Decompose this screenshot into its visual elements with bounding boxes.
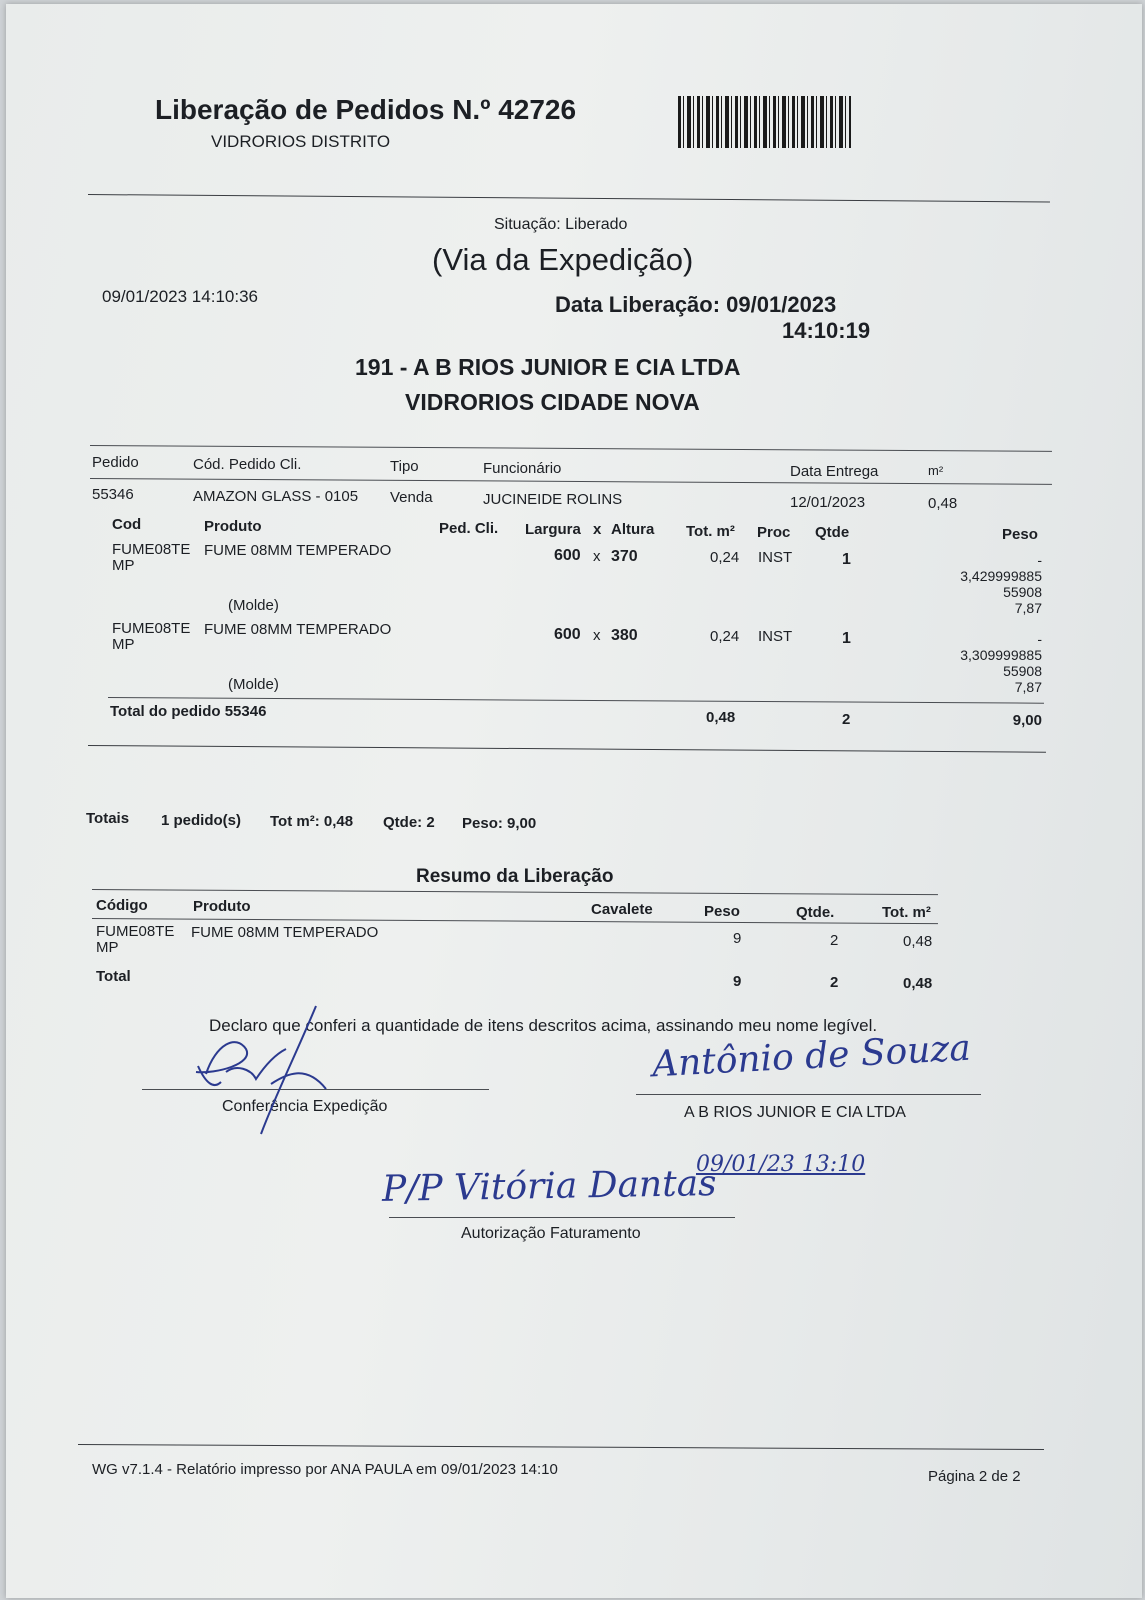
item-2-qtde: 1 bbox=[842, 630, 851, 647]
items-col-ped-cli: Ped. Cli. bbox=[439, 520, 499, 537]
resumo-col-cavalete: Cavalete bbox=[591, 901, 653, 918]
items-col-produto: Produto bbox=[204, 518, 262, 535]
item-2-altura: 380 bbox=[611, 627, 638, 644]
data-liberacao-time: 14:10:19 bbox=[782, 318, 871, 343]
item-2-largura: 600 bbox=[554, 626, 581, 643]
autorizacao-date: 09/01/23 13:10 bbox=[696, 1152, 866, 1177]
item-1-proc: INST bbox=[758, 549, 793, 566]
col-data-entrega: Data Entrega bbox=[790, 463, 879, 480]
item-1-peso: - 3,429999885 55908 7,87 bbox=[960, 552, 1042, 616]
item-2-x: x bbox=[593, 627, 601, 644]
m2-value: 0,48 bbox=[928, 495, 958, 512]
items-col-largura: Largura bbox=[525, 521, 581, 538]
resumo-total-label: Total bbox=[96, 968, 131, 985]
col-cod-pedido-cli: Cód. Pedido Cli. bbox=[193, 456, 302, 473]
item-2-tot-m2: 0,24 bbox=[710, 628, 740, 645]
autorizacao-signature: P/P Vitória Dantas bbox=[381, 1163, 717, 1210]
items-col-x: x bbox=[593, 521, 602, 538]
item-2-proc: INST bbox=[758, 628, 793, 645]
client-name: 191 - A B RIOS JUNIOR E CIA LTDA bbox=[355, 354, 741, 380]
printed-timestamp: 09/01/2023 14:10:36 bbox=[102, 287, 258, 306]
conferencia-label: Conferência Expedição bbox=[222, 1098, 388, 1115]
totais-qtde: Qtde: 2 bbox=[383, 814, 435, 831]
item-1-largura: 600 bbox=[554, 547, 581, 564]
resumo-total-tot-m2: 0,48 bbox=[903, 975, 933, 992]
report-title: Liberação de Pedidos N.º 42726 bbox=[155, 94, 577, 125]
resumo-total-qtde: 2 bbox=[830, 974, 839, 991]
items-col-peso: Peso bbox=[1002, 526, 1038, 543]
situacao-text: Situação: Liberado bbox=[494, 216, 628, 233]
footer-page-number: Página 2 de 2 bbox=[928, 1468, 1021, 1485]
resumo-total-peso: 9 bbox=[733, 973, 742, 990]
autorizacao-line bbox=[389, 1217, 735, 1218]
data-liberacao: Data Liberação: 09/01/2023 bbox=[555, 292, 837, 317]
cliente-signature: Antônio de Souza bbox=[651, 1027, 972, 1086]
resumo-cod: FUME08TE MP bbox=[96, 923, 175, 956]
resumo-peso: 9 bbox=[733, 930, 742, 947]
via-title: (Via da Expedição) bbox=[432, 242, 694, 277]
header-divider bbox=[88, 194, 1050, 203]
footer-line bbox=[78, 1444, 1044, 1450]
resumo-title: Resumo da Liberação bbox=[416, 866, 614, 887]
items-col-proc: Proc bbox=[757, 524, 791, 541]
tipo-value: Venda bbox=[390, 489, 433, 506]
item-1-x: x bbox=[593, 548, 601, 565]
resumo-col-produto: Produto bbox=[193, 898, 251, 915]
pedido-header-line bbox=[90, 478, 1052, 485]
item-1-altura: 370 bbox=[611, 548, 638, 565]
items-col-altura: Altura bbox=[611, 521, 655, 538]
company-name: VIDRORIOS DISTRITO bbox=[211, 132, 391, 151]
resumo-qtde: 2 bbox=[830, 932, 839, 949]
resumo-tot-m2: 0,48 bbox=[903, 933, 933, 950]
store-name: VIDRORIOS CIDADE NOVA bbox=[405, 389, 700, 415]
item-1-qtde: 1 bbox=[842, 551, 851, 568]
autorizacao-label: Autorização Faturamento bbox=[461, 1225, 641, 1242]
data-entrega-value: 12/01/2023 bbox=[790, 494, 866, 511]
item-2-molde: (Molde) bbox=[228, 676, 279, 693]
items-col-tot-m2: Tot. m² bbox=[686, 523, 735, 540]
resumo-col-peso: Peso bbox=[704, 903, 740, 920]
item-1-molde: (Molde) bbox=[228, 597, 279, 614]
conferencia-signature bbox=[176, 994, 346, 1139]
items-col-cod: Cod bbox=[112, 516, 142, 533]
resumo-top-line bbox=[92, 889, 938, 895]
totais-pedidos: 1 pedido(s) bbox=[161, 812, 242, 829]
col-pedido: Pedido bbox=[92, 454, 139, 471]
declaracao-text: Declaro que conferi a quantidade de itens descritos acima, assinando meu nome legível. bbox=[209, 1016, 878, 1035]
cod-pedido-cli: AMAZON GLASS - 0105 bbox=[193, 488, 359, 505]
item-2-cod: FUME08TE MP bbox=[112, 620, 191, 653]
resumo-col-codigo: Código bbox=[96, 897, 148, 914]
item-1-produto: FUME 08MM TEMPERADO bbox=[204, 542, 392, 559]
item-1-tot-m2: 0,24 bbox=[710, 549, 740, 566]
cliente-sign-line bbox=[636, 1094, 981, 1095]
items-bottom-line bbox=[88, 745, 1046, 753]
resumo-col-qtde: Qtde. bbox=[796, 904, 835, 921]
totais-peso: Peso: 9,00 bbox=[462, 815, 537, 832]
pedido-number: 55346 bbox=[92, 486, 134, 503]
resumo-col-tot-m2: Tot. m² bbox=[882, 904, 931, 921]
col-tipo: Tipo bbox=[390, 458, 419, 475]
total-pedido-label: Total do pedido 55346 bbox=[110, 703, 267, 720]
totais-m2: Tot m²: 0,48 bbox=[270, 813, 354, 830]
item-1-cod: FUME08TE MP bbox=[112, 541, 191, 574]
report-page bbox=[6, 4, 1142, 1598]
funcionario-value: JUCINEIDE ROLINS bbox=[483, 491, 623, 508]
barcode bbox=[678, 96, 851, 148]
total-pedido-qtde: 2 bbox=[842, 711, 851, 728]
col-funcionario: Funcionário bbox=[483, 460, 562, 477]
item-2-produto: FUME 08MM TEMPERADO bbox=[204, 621, 392, 638]
col-m2: m² bbox=[928, 463, 944, 478]
pedido-top-line bbox=[90, 445, 1052, 452]
items-col-qtde: Qtde bbox=[815, 524, 850, 541]
total-pedido-m2: 0,48 bbox=[706, 709, 736, 726]
footer-printed-by: WG v7.1.4 - Relatório impresso por ANA PAULA em 09/01/2023 14:10 bbox=[92, 1461, 558, 1478]
totais-label: Totais bbox=[86, 810, 130, 827]
resumo-produto: FUME 08MM TEMPERADO bbox=[191, 924, 379, 941]
total-pedido-peso: 9,00 bbox=[1012, 712, 1042, 729]
cliente-sign-label: A B RIOS JUNIOR E CIA LTDA bbox=[684, 1104, 906, 1121]
item-2-peso: - 3,309999885 55908 7,87 bbox=[960, 631, 1042, 695]
